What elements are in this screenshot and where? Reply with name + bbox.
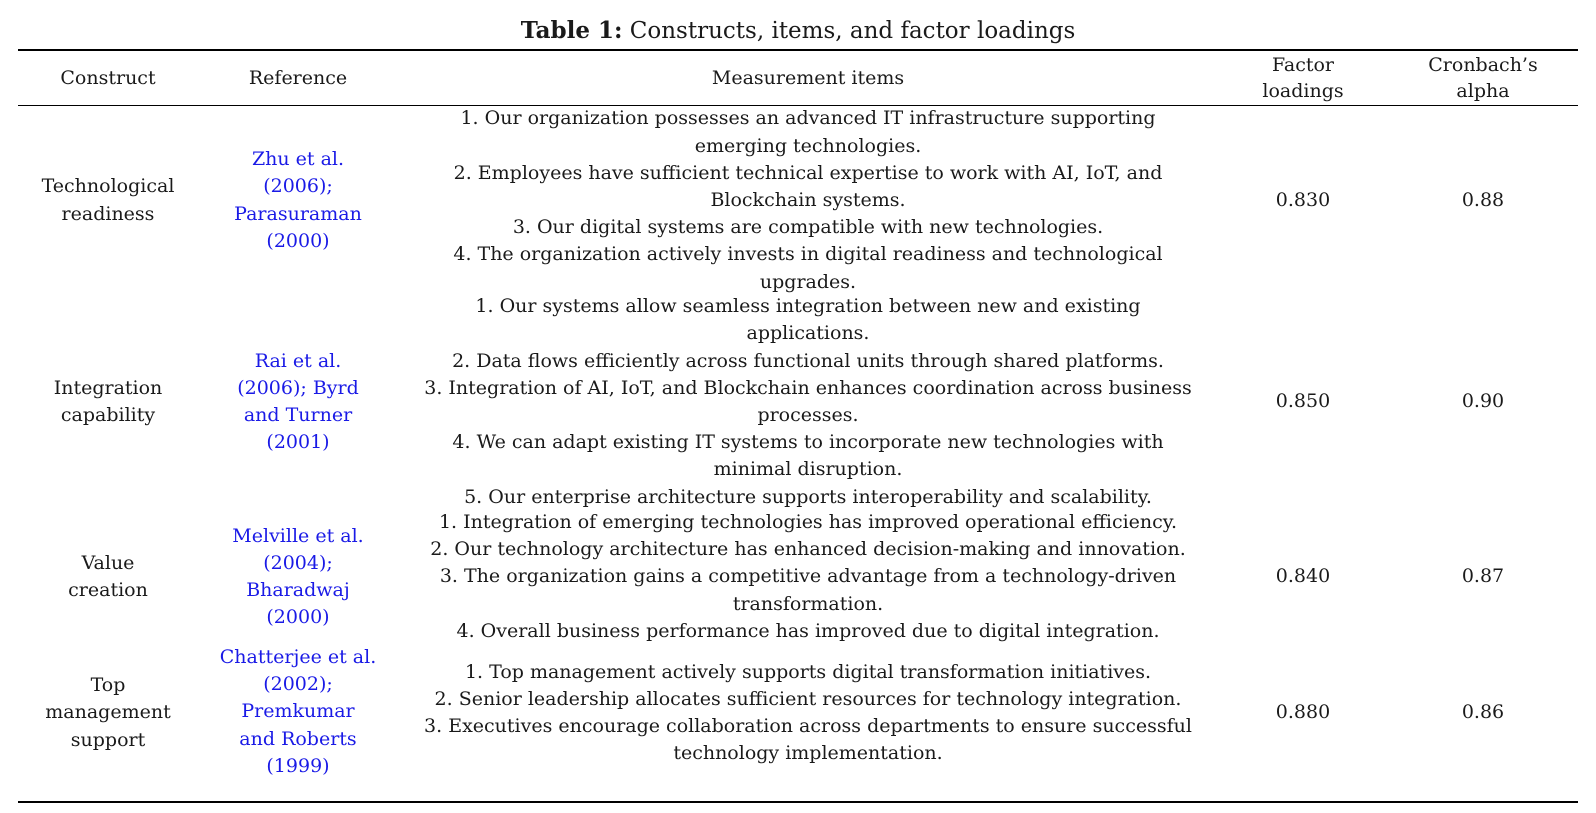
measurement-items-cell	[398, 508, 1218, 646]
measurement-item: processes.	[757, 404, 859, 426]
reference-link[interactable]: (2001)	[266, 431, 330, 454]
measurement-item: 1. Our systems allow seamless integration between new and existing	[475, 295, 1141, 318]
factor-loading-value: 0.830	[1275, 188, 1331, 211]
measurement-item: 2. Our technology architecture has enhanced decision-making and innovation.	[430, 538, 1186, 561]
reference-cell[interactable]	[198, 508, 398, 646]
reference-link[interactable]: and Roberts	[239, 727, 357, 750]
cronbach-alpha-value: 0.88	[1461, 188, 1505, 211]
construct-line: Integration	[53, 376, 163, 399]
measurement-item: minimal disruption.	[713, 458, 903, 481]
factor-loading-value: 0.840	[1275, 565, 1331, 588]
reference-link[interactable]: (2002);	[263, 673, 333, 696]
measurement-item: 2. Employees have sufficient technical expertise to work with AI, IoT, and	[453, 161, 1163, 184]
measurement-item: upgrades.	[759, 270, 857, 293]
header-factor-line: loadings	[1262, 80, 1344, 102]
measurement-items-cell	[398, 106, 1218, 295]
reference-link[interactable]: (2004);	[263, 551, 333, 574]
reference-link[interactable]: Zhu et al.	[251, 148, 345, 171]
measurement-item: 3. The organization gains a competitive advantage from a technology-driven	[439, 565, 1177, 588]
reference-link[interactable]: and Turner	[243, 404, 353, 426]
measurement-item: 5. Our enterprise architecture supports interoperability and scalability.	[464, 485, 1152, 508]
measurement-item: 3. Integration of AI, IoT, and Blockchain enhances coordination across business	[424, 376, 1192, 399]
reference-link[interactable]: (1999)	[266, 754, 330, 777]
measurement-item: 4. Overall business performance has improved due to digital integration.	[456, 619, 1160, 642]
measurement-item: 4. We can adapt existing IT systems to incorporate new technologies with	[452, 431, 1164, 454]
measurement-item: Blockchain systems.	[710, 188, 906, 211]
table-title	[0, 16, 1596, 46]
factor-loading-value: 0.850	[1275, 390, 1331, 413]
cronbach-alpha-value: 0.90	[1461, 390, 1505, 413]
construct-line: Value	[81, 551, 135, 574]
measurement-item: technology implementation.	[673, 742, 943, 765]
construct-line: creation	[68, 579, 148, 601]
measurement-item: emerging technologies.	[694, 134, 922, 157]
reference-cell[interactable]	[198, 106, 398, 295]
reference-cell[interactable]	[198, 294, 398, 510]
reference-link[interactable]: Parasuraman	[234, 202, 362, 225]
construct-line: management	[45, 701, 171, 724]
construct-line: Top	[90, 674, 126, 697]
measurement-items-cell	[398, 646, 1218, 780]
measurement-item: 1. Our organization possesses an advanced IT infrastructure supporting	[460, 107, 1156, 130]
reference-link[interactable]: Premkumar	[241, 700, 355, 723]
construct-cell	[18, 106, 198, 295]
header-construct: Construct	[60, 67, 156, 89]
header-factor-loadings	[1218, 51, 1388, 105]
measurement-item: 2. Senior leadership allocates sufficient resources for technology integration.	[434, 687, 1182, 710]
reference-link[interactable]: (2000)	[266, 606, 330, 629]
construct-cell	[18, 294, 198, 510]
header-measurement-items: Measurement items	[711, 67, 905, 89]
construct-line: support	[70, 728, 146, 751]
measurement-items-cell	[398, 294, 1218, 510]
table-title-label: Table 1:	[520, 17, 623, 44]
measurement-item: 4. The organization actively invests in digital readiness and technological	[453, 243, 1163, 266]
measurement-item: transformation.	[732, 592, 884, 615]
header-reference: Reference	[248, 67, 348, 89]
header-cronbach-alpha	[1388, 51, 1578, 105]
header-alpha-line: Cronbach’s	[1428, 54, 1538, 76]
measurement-item: 1. Integration of emerging technologies has improved operational efficiency.	[438, 510, 1178, 533]
reference-link[interactable]: Bharadwaj	[246, 579, 350, 601]
measurement-item: applications.	[746, 322, 870, 345]
reference-cell[interactable]	[198, 643, 398, 781]
reference-link[interactable]: (2006);	[263, 175, 333, 198]
reference-link[interactable]: Chatterjee et al.	[219, 645, 377, 668]
table-title-text: Constructs, items, and factor loadings	[622, 18, 1076, 44]
measurement-item: 1. Top management actively supports digital transformation initiatives.	[464, 660, 1152, 683]
cronbach-alpha-value: 0.86	[1461, 701, 1505, 724]
construct-line: capability	[60, 404, 156, 426]
measurement-item: 2. Data flows efficiently across functional units through shared platforms.	[452, 349, 1164, 372]
factor-loading-value: 0.880	[1275, 701, 1331, 724]
construct-cell	[18, 646, 198, 780]
measurement-item: 3. Executives encourage collaboration across departments to ensure successful	[424, 715, 1192, 737]
measurement-item: 3. Our digital systems are compatible with new technologies.	[512, 216, 1104, 239]
header-alpha-line: alpha	[1456, 80, 1510, 102]
header-factor-line: Factor	[1271, 54, 1334, 76]
reference-link[interactable]: (2000)	[266, 229, 330, 252]
cronbach-alpha-value: 0.87	[1461, 565, 1505, 588]
construct-line: Technological	[41, 175, 175, 198]
reference-link[interactable]: Rai et al.	[254, 349, 342, 372]
bottom-rule	[18, 801, 1578, 803]
reference-link[interactable]: (2006); Byrd	[237, 376, 359, 399]
construct-cell	[18, 508, 198, 646]
construct-line: readiness	[61, 202, 155, 225]
reference-link[interactable]: Melville et al.	[232, 524, 364, 547]
